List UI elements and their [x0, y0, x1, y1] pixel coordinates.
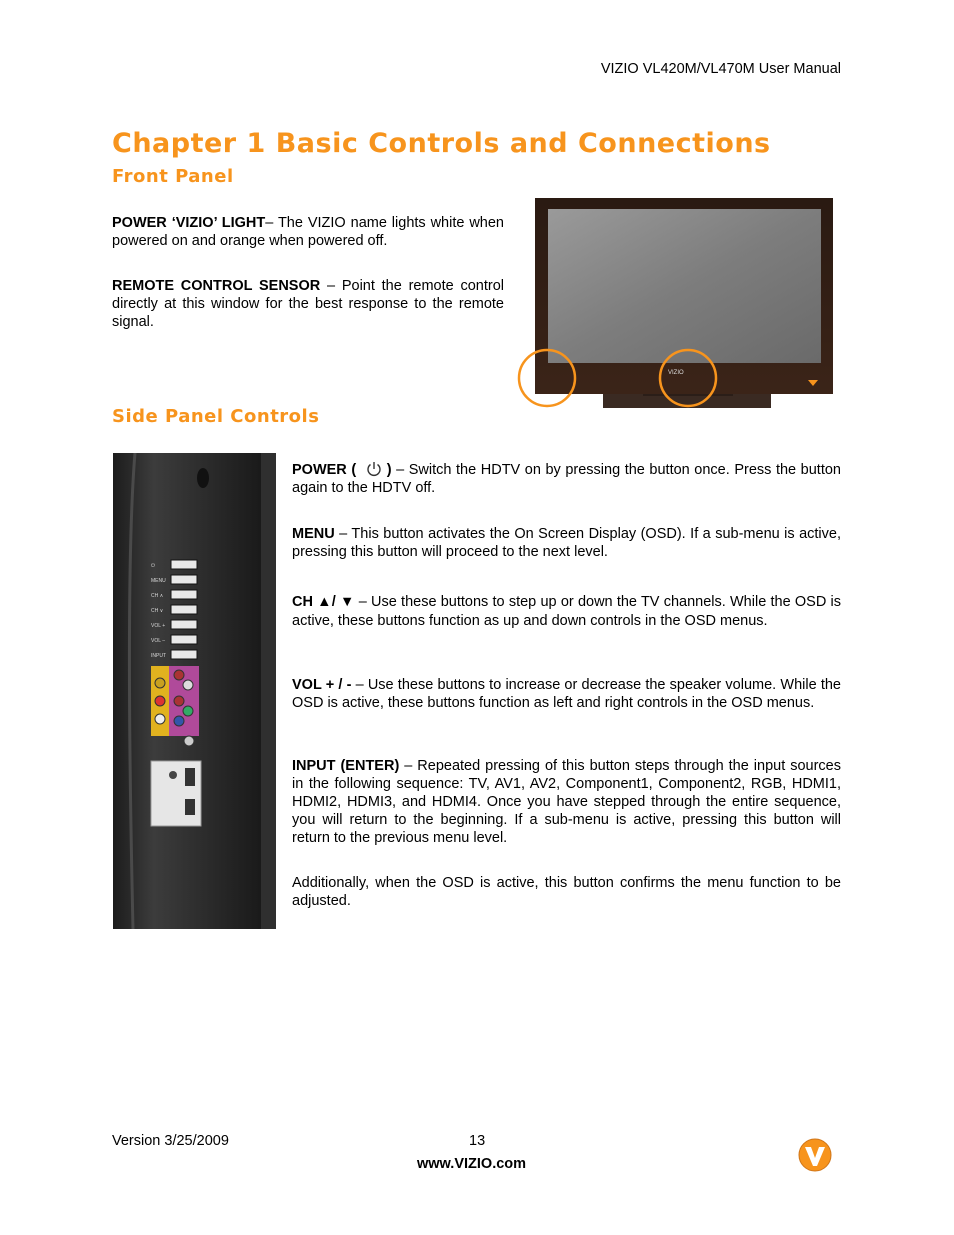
side-button-label-vol-down: VOL – [151, 638, 165, 644]
item-text: – The VIZIO name lights white when powered on and orange when powered off. [112, 215, 505, 249]
item-text: – Repeated pressing of this button steps through the input sources in the following sequence: TV, AV1, AV2, Component1, Component2, RGB, HDMI1, HDMI2, HDMI3, and HDMI4. Once you have stepped through the entire sequence, you will return to the beginning. If a sub-menu is active, pressing this button will return to the previous menu level. [292, 758, 841, 846]
item-label: MENU [292, 526, 335, 542]
tv-logo: VIZIO [668, 370, 684, 376]
side-button-label-power: ⏻ [151, 563, 155, 569]
footer-page-number: 13 [469, 1133, 486, 1149]
manual-title: VIZIO VL420M/VL470M User Manual [600, 61, 841, 77]
chapter-title: Chapter 1 Basic Controls and Connections [112, 128, 771, 159]
side-item-input-additional [292, 874, 841, 910]
item-label: CH ▲/ ▼ [292, 594, 355, 610]
front-panel-item-power-light [112, 214, 504, 250]
front-panel-item-remote-sensor [112, 277, 504, 331]
item-label-pre: POWER ( [292, 462, 357, 478]
item-label: VOL + / - [292, 677, 352, 693]
item-label: REMOTE CONTROL SENSOR [112, 278, 321, 294]
side-panel-heading: Side Panel Controls [112, 406, 320, 427]
side-item-menu [292, 525, 841, 561]
footer-url[interactable]: www.VIZIO.com [417, 1156, 527, 1172]
side-item-power [292, 460, 841, 497]
tv-side-panel-image [113, 453, 276, 929]
item-label-post: ) [386, 462, 392, 478]
side-item-input [292, 757, 841, 847]
footer-version: Version 3/25/2009 [112, 1133, 229, 1149]
item-text: – Switch the HDTV on by pressing the button once. Press the button again to the HDTV off. [292, 462, 841, 496]
item-text: – Use these buttons to increase or decrease the speaker volume. While the OSD is active, these buttons function as left and right controls in the OSD menus. [292, 677, 841, 711]
side-button-label-ch-up: CH ∧ [151, 593, 164, 599]
item-text: Additionally, when the OSD is active, this button confirms the menu function to be adjusted. [292, 875, 841, 909]
side-button-label-menu: MENU [151, 578, 166, 584]
side-item-channel [292, 593, 841, 631]
side-button-label-ch-down: CH ∨ [151, 608, 164, 614]
vizio-logo-icon [797, 1136, 835, 1174]
power-icon [365, 460, 383, 478]
item-label: INPUT (ENTER) [292, 758, 400, 774]
side-button-label-input: INPUT [151, 653, 166, 659]
item-text: – Point the remote control directly at this window for the best response to the remote signal. [112, 278, 504, 330]
front-panel-heading: Front Panel [112, 166, 234, 187]
side-button-label-vol-up: VOL + [151, 623, 166, 629]
item-label: POWER ‘VIZIO’ LIGHT [112, 215, 266, 231]
side-item-volume [292, 676, 841, 712]
tv-front-image [515, 196, 840, 411]
item-text: – Use these buttons to step up or down the TV channels. While the OSD is active, these buttons function as up and down controls in the OSD menus. [292, 594, 841, 629]
item-text: – This button activates the On Screen Display (OSD). If a sub-menu is active, pressing this button will proceed to the next level. [292, 526, 841, 560]
